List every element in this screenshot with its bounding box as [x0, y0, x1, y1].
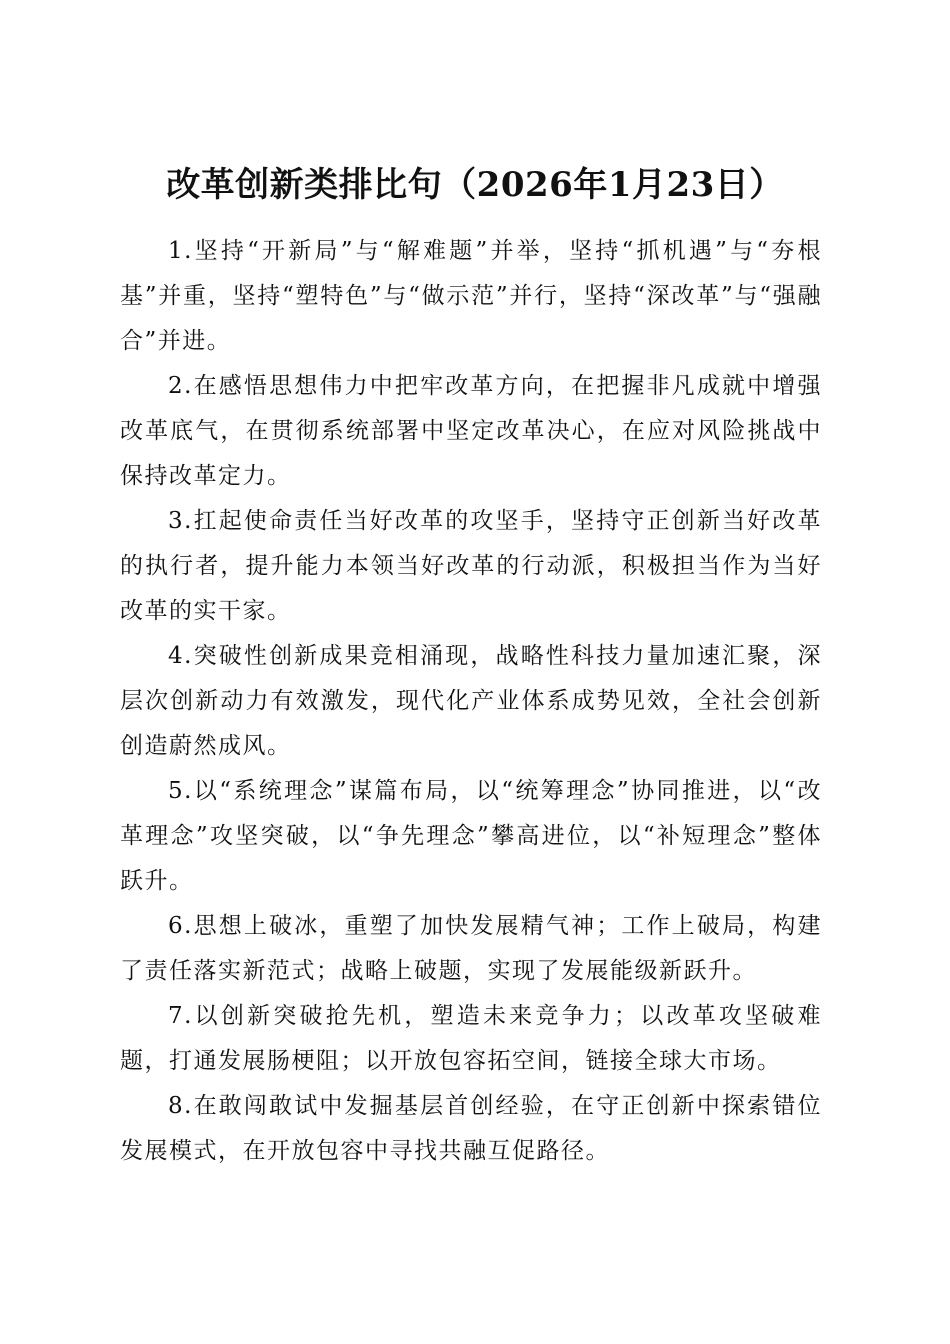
document-body: [120, 229, 822, 1174]
paragraph-6: 6.思想上破冰，重塑了加快发展精气神；工作上破局，构建了责任落实新范式；战略上破题，实现了发展能级新跃升。: [120, 913, 822, 984]
document-title: 改革创新类排比句（2026年1月23日）: [166, 164, 784, 205]
paragraph-8: 8.在敢闯敢试中发掘基层首创经验，在守正创新中探索错位发展模式，在开放包容中寻找共融互促路径。: [120, 1093, 822, 1164]
paragraph-7: 7.以创新突破抢先机，塑造未来竞争力；以改革攻坚破难题，打通发展肠梗阻；以开放包容拓空间，链接全球大市场。: [120, 1003, 822, 1074]
paragraph-2: 2.在感悟思想伟力中把牢改革方向，在把握非凡成就中增强改革底气，在贯彻系统部署中坚定改革决心，在应对风险挑战中保持改革定力。: [120, 373, 822, 489]
paragraph-3: 3.扛起使命责任当好改革的攻坚手，坚持守正创新当好改革的执行者，提升能力本领当好改革的行动派，积极担当作为当好改革的实干家。: [120, 508, 822, 624]
paragraph-1: 1.坚持“开新局”与“解难题”并举，坚持“抓机遇”与“夯根基”并重，坚持“塑特色”与“做示范”并行，坚持“深改革”与“强融合”并进。: [120, 238, 822, 354]
paragraph-4: 4.突破性创新成果竞相涌现，战略性科技力量加速汇聚，深层次创新动力有效激发，现代化产业体系成势见效，全社会创新创造蔚然成风。: [120, 643, 822, 759]
paragraph-5: 5.以“系统理念”谋篇布局，以“统筹理念”协同推进，以“改革理念”攻坚突破，以“争先理念”攀高进位，以“补短理念”整体跃升。: [120, 778, 822, 894]
